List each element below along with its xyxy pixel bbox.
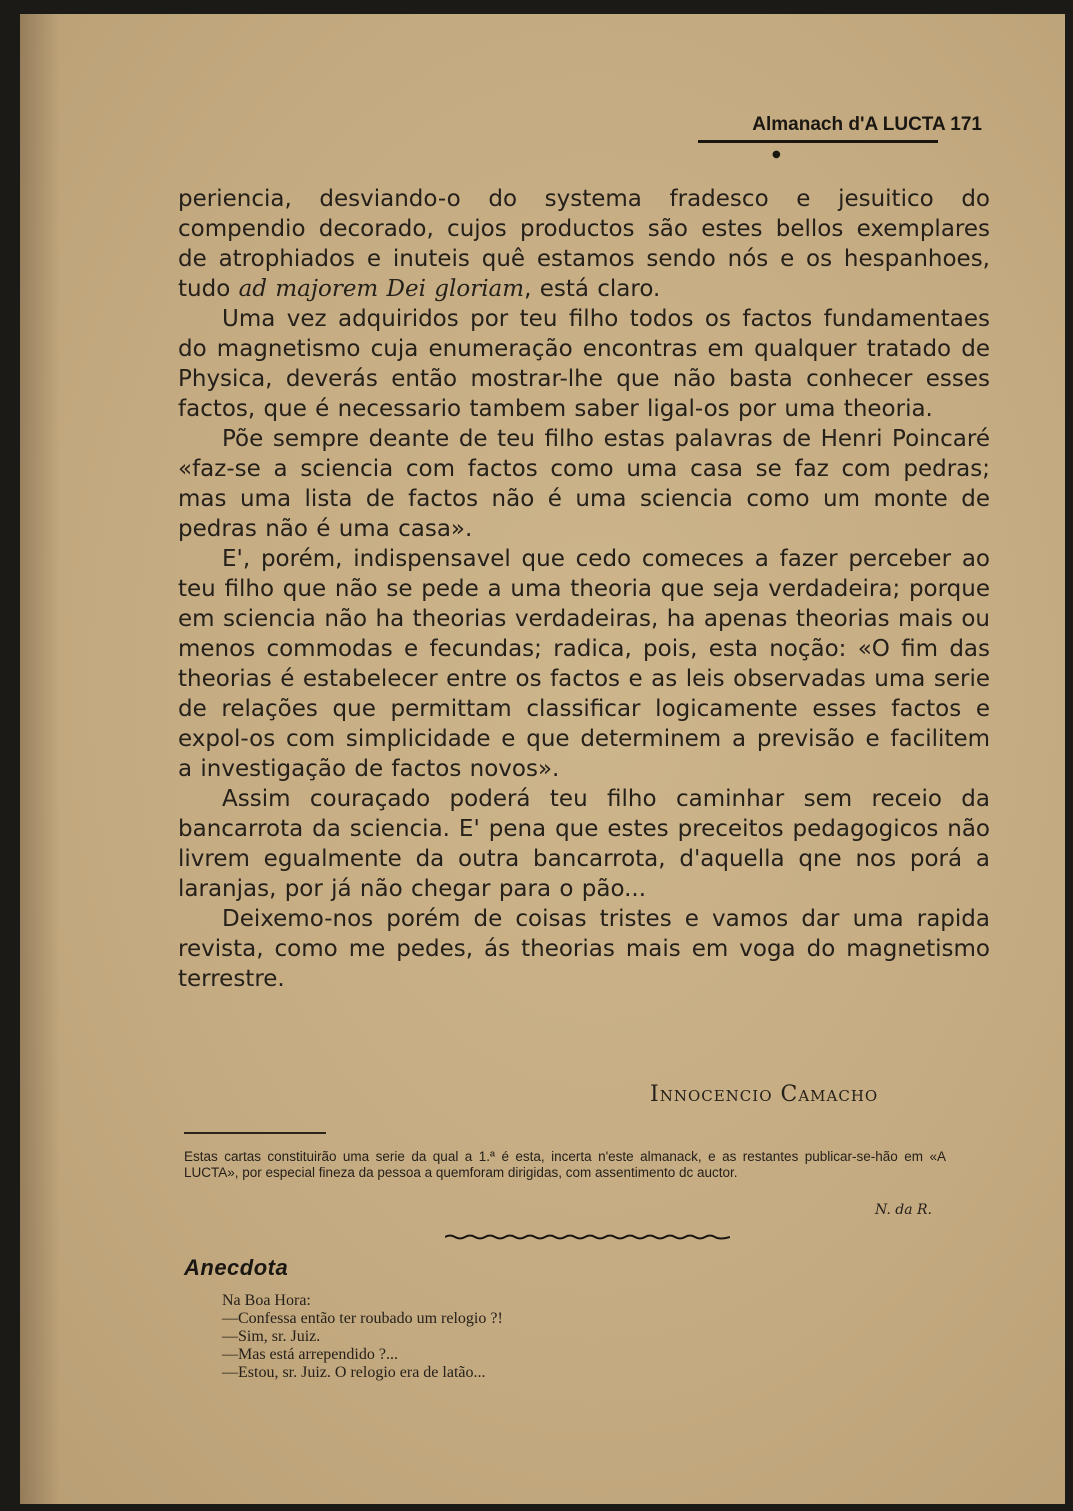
paragraph-2: Uma vez adquiridos por teu filho todos os factos fundamentaes do magnetismo cuja enumeração encontras em qualquer tratado de Physica, deverás então mostrar-lhe que não basta conhecer esses factos, que é necessario tambem saber ligal-os por uma theoria. bbox=[178, 306, 990, 422]
ornamental-divider bbox=[445, 1234, 730, 1240]
footnote-signature: N. da R. bbox=[875, 1202, 933, 1218]
anecdote-line: —Mas está arrependido ?... bbox=[222, 1346, 398, 1363]
paragraph-3: Põe sempre deante de teu filho estas palavras de Henri Poincaré «faz-se a sciencia com factos como uma casa se faz com pedras; mas uma lista de factos não é uma sciencia como um monte de pedras não é uma casa». bbox=[178, 426, 990, 542]
paragraph-4: E', porém, indispensavel que cedo comeces a fazer perceber ao teu filho que não se pede a uma theoria que seja verdadeira; porque em sciencia não ha theorias verdadeiras, ha apenas theorias mais ou menos commodas e fecundas; radica, pois, esta noção: «O fim das theorias é estabelecer entre os factos e as leis observadas uma serie de relações que permittam classificar logicamente esses factos e expol-os com simplicidade e que determinem a previsão e facilitem a investigação de factos novos». bbox=[178, 546, 990, 782]
editor-footnote: Estas cartas constituirão uma serie da qual a 1.ª é esta, incerta n'este almanack, e as restantes publicar-se-hão em «A LUCTA», por especial fineza da pessoa a quemforam dirigidas, com assentimento dc auctor. bbox=[184, 1149, 946, 1180]
header-rule bbox=[698, 140, 938, 143]
running-title: Almanach d'A LUCTA bbox=[752, 114, 946, 135]
footnote-rule bbox=[184, 1132, 326, 1134]
book-page bbox=[20, 14, 1065, 1504]
paragraph-6: Deixemo-nos porém de coisas tristes e vamos dar uma rapida revista, como me pedes, ás theorias mais em voga do magnetismo terrestre. bbox=[178, 906, 990, 992]
letter-body bbox=[178, 184, 990, 994]
paragraph-1-start: periencia, desviando-o do systema fradesco e jesuitico do compendio decorado, cujos productos são estes bellos exemplares de atrophiados e inuteis quê estamos sendo nós e os hespanhoes, tudo bbox=[178, 186, 990, 302]
paragraph-1 bbox=[178, 184, 990, 304]
anecdote-line: —Sim, sr. Juiz. bbox=[222, 1328, 321, 1345]
paragraph-5: Assim couraçado poderá teu filho caminhar sem receio da bancarrota da sciencia. E' pena que estes preceitos pedagogicos não livrem egualmente da outra bancarrota, d'aquella qne nos porá a laranjas, por já não chegar para o pão... bbox=[178, 786, 990, 902]
anecdote-line: —Estou, sr. Juiz. O relogio era de latão... bbox=[222, 1364, 486, 1381]
anecdote-dialogue bbox=[222, 1292, 622, 1382]
anecdote-line: Na Boa Hora: bbox=[222, 1292, 311, 1309]
header-dot-icon: ● bbox=[772, 149, 781, 160]
anecdote-title: Anecdota bbox=[184, 1255, 289, 1280]
paragraph-1-latin: ad majorem Dei gloriam bbox=[238, 276, 525, 302]
binding-shadow bbox=[20, 14, 60, 1504]
paragraph-1-end: , está claro. bbox=[524, 276, 661, 302]
page-number: 171 bbox=[950, 114, 982, 135]
anecdote-line: —Confessa então ter roubado um relogio ?! bbox=[222, 1310, 503, 1327]
running-header bbox=[699, 114, 982, 136]
author-signature: Innocencio Camacho bbox=[650, 1082, 879, 1107]
